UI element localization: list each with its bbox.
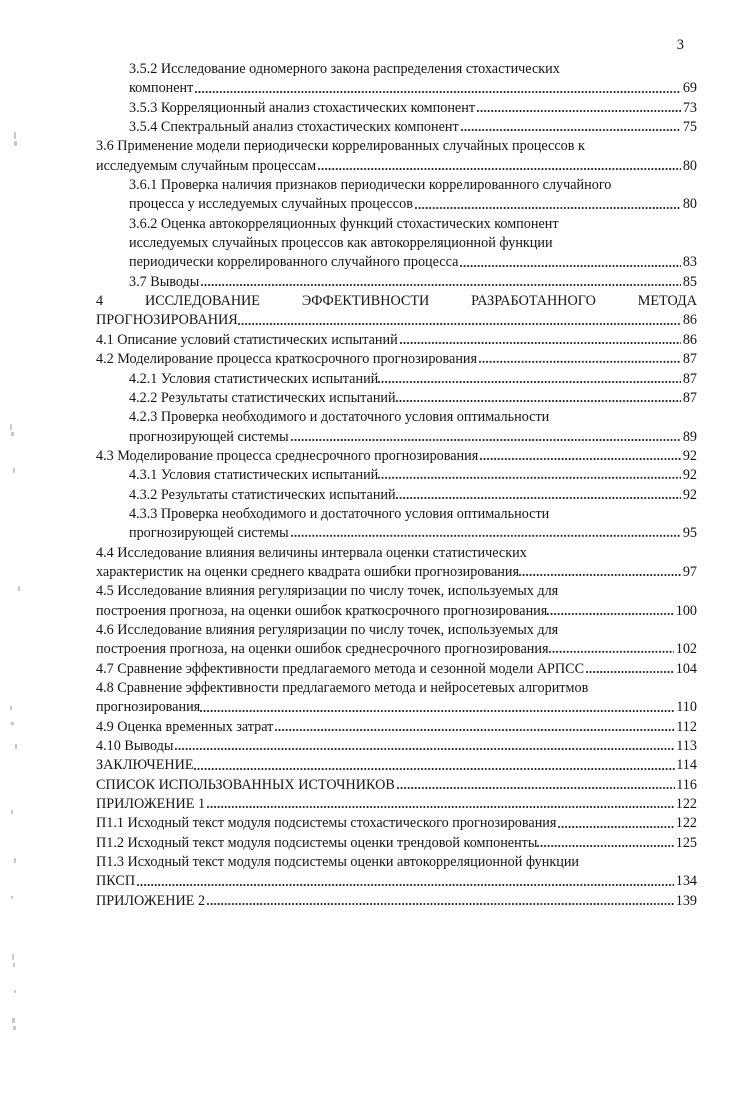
toc-page-number: 75 bbox=[682, 119, 697, 136]
toc-entry-title: ПКСП bbox=[96, 873, 136, 890]
dot-leader bbox=[519, 568, 681, 582]
toc-page-number: 92 bbox=[682, 447, 697, 464]
scan-speck bbox=[13, 963, 15, 967]
toc-entry[interactable] bbox=[96, 118, 697, 137]
toc-page-number: 134 bbox=[675, 873, 697, 890]
dot-leader bbox=[291, 433, 682, 447]
toc-entry-line: 4.2.3 Проверка необходимого и достаточного условия оптимальности bbox=[129, 409, 550, 426]
toc-page-number: 97 bbox=[682, 563, 697, 580]
toc-entry-title: ПРИЛОЖЕНИЕ 1 bbox=[96, 796, 206, 813]
dot-leader bbox=[477, 104, 681, 118]
toc-page-number: 69 bbox=[682, 80, 697, 97]
toc-entry-title: 4.2 Моделирование процесса краткосрочного прогнозирования bbox=[96, 351, 478, 368]
dot-leader bbox=[480, 452, 681, 466]
dot-leader bbox=[291, 529, 682, 543]
toc-page-number: 80 bbox=[682, 157, 697, 174]
page-folio: 3 bbox=[676, 37, 684, 53]
scan-speck bbox=[11, 896, 13, 899]
toc-page-number: 110 bbox=[676, 699, 697, 716]
chapter-heading-word: ИССЛЕДОВАНИЕ bbox=[144, 293, 260, 310]
toc-page-number: 114 bbox=[676, 757, 697, 774]
toc-page-number: 73 bbox=[682, 99, 697, 116]
toc-entry-line: 3.5.2 Исследование одномерного закона распределения стохастических bbox=[129, 61, 560, 77]
scan-speck bbox=[10, 424, 12, 430]
toc-entry-line: 3.6 Применение модели периодически коррелированных случайных процессов к bbox=[96, 138, 585, 155]
toc-page-number: 139 bbox=[675, 892, 697, 909]
dot-leader bbox=[195, 85, 681, 99]
toc-entry-title: 4.3.1 Условия статистических испытаний bbox=[129, 467, 379, 484]
dot-leader bbox=[558, 820, 674, 834]
scan-speck bbox=[13, 468, 15, 473]
dot-leader bbox=[549, 645, 675, 659]
toc-entry-title: исследуемым случайным процессам bbox=[96, 157, 317, 174]
toc-entry[interactable] bbox=[96, 718, 697, 737]
toc-page-number: 87 bbox=[682, 389, 697, 406]
toc-entry-title: 3.5.4 Спектральный анализ стохастических компонент bbox=[129, 119, 459, 136]
toc-entry-title: СПИСОК ИСПОЛЬЗОВАННЫХ ИСТОЧНИКОВ bbox=[96, 776, 395, 793]
dot-leader bbox=[537, 839, 674, 853]
scan-speck bbox=[10, 706, 12, 710]
toc-page-number: 112 bbox=[676, 718, 697, 735]
toc-entry[interactable] bbox=[96, 157, 697, 176]
toc-page-number: 95 bbox=[682, 525, 697, 542]
toc-page-number: 83 bbox=[682, 254, 697, 271]
scan-speck bbox=[14, 990, 16, 993]
toc-entry-line: 4.8 Сравнение эффективности предлагаемого метода и нейросетевых алгоритмов bbox=[96, 680, 589, 696]
toc-chapter-heading[interactable] bbox=[96, 292, 697, 331]
toc-entry[interactable] bbox=[96, 756, 697, 775]
toc-entry-title: П1.2 Исходный текст модуля подсистемы оценки трендовой компоненты bbox=[96, 834, 538, 851]
dot-leader bbox=[238, 317, 682, 331]
toc-entry-title: 4.2.2 Результаты статистических испытаний bbox=[129, 389, 396, 406]
dot-leader bbox=[207, 897, 674, 911]
toc-entry[interactable] bbox=[96, 389, 697, 408]
dot-leader bbox=[175, 742, 674, 756]
toc-page-number: 85 bbox=[682, 273, 697, 290]
toc-entry-title: характеристик на оценки среднего квадрата ошибки прогнозирования bbox=[96, 563, 519, 580]
chapter-heading-continuation[interactable] bbox=[96, 311, 697, 330]
toc-entry-title: построения прогноза, на оценки ошибок среднесрочного прогнозирования bbox=[96, 641, 549, 658]
toc-entry-line: 4.6 Исследование влияния регуляризации по числу точек, используемых для bbox=[96, 621, 559, 638]
toc-entry[interactable] bbox=[96, 195, 697, 214]
toc-entry-title: 4.2.1 Условия статистических испытаний bbox=[129, 370, 379, 387]
toc-page-number: 92 bbox=[682, 467, 697, 484]
scan-speck bbox=[12, 954, 14, 960]
toc-entry-title: 4.9 Оценка временных затрат bbox=[96, 718, 274, 735]
toc-entry[interactable] bbox=[96, 428, 697, 447]
toc-entry[interactable] bbox=[96, 524, 697, 543]
toc-page-number: 122 bbox=[675, 815, 697, 832]
scan-speck bbox=[18, 586, 20, 591]
scan-speck bbox=[11, 810, 13, 814]
chapter-number: 4 bbox=[96, 293, 104, 310]
dot-leader bbox=[378, 375, 681, 389]
toc-page-number: 87 bbox=[682, 351, 697, 368]
dot-leader bbox=[586, 665, 674, 679]
toc-entry[interactable] bbox=[96, 563, 697, 582]
dot-leader bbox=[275, 723, 674, 737]
toc-page-number: 116 bbox=[676, 776, 697, 793]
toc-entry-title: периодически коррелированного случайного процесса bbox=[129, 254, 459, 271]
toc-entry-title: компонент bbox=[129, 80, 194, 97]
toc-entry-title: ЗАКЛЮЧЕНИЕ bbox=[96, 757, 194, 774]
toc-entry[interactable] bbox=[96, 466, 697, 485]
toc-entry[interactable] bbox=[96, 447, 697, 466]
chapter-heading-continuation-text: ПРОГНОЗИРОВАНИЯ bbox=[96, 312, 238, 329]
toc-entry-line: 4.4 Исследование влияния величины интервала оценки статистических bbox=[96, 544, 527, 561]
toc-entry-title: ПРИЛОЖЕНИЕ 2 bbox=[96, 892, 206, 909]
toc-entry-title: прогнозирующей системы bbox=[129, 428, 289, 445]
toc-entry[interactable] bbox=[96, 79, 697, 98]
dot-leader bbox=[460, 259, 681, 273]
toc-entry[interactable] bbox=[96, 99, 697, 118]
toc-entry-title: прогнозирующей системы bbox=[129, 525, 289, 542]
toc-entry-title: 4.3 Моделирование процесса среднесрочного прогнозирования bbox=[96, 447, 479, 464]
toc-entry[interactable] bbox=[96, 776, 697, 795]
chapter-heading-justified-line bbox=[96, 292, 697, 311]
scan-speck bbox=[15, 744, 17, 749]
dot-leader bbox=[396, 491, 682, 505]
toc-entry-line: 4.3.3 Проверка необходимого и достаточного условия оптимальности bbox=[129, 505, 550, 522]
toc-entry-line: исследуемых случайных процессов как автокорреляционной функции bbox=[129, 235, 553, 252]
toc-entry[interactable] bbox=[96, 370, 697, 389]
dot-leader bbox=[137, 878, 674, 892]
toc-entry[interactable] bbox=[96, 640, 697, 659]
toc-entry[interactable] bbox=[96, 273, 697, 292]
toc-entry-title: процесса у исследуемых случайных процессов bbox=[129, 196, 413, 213]
toc-page-number: 104 bbox=[675, 660, 697, 677]
dot-leader bbox=[479, 355, 681, 369]
toc-entry-line: П1.3 Исходный текст модуля подсистемы оценки автокорреляционной функции bbox=[96, 854, 580, 871]
toc-entry-title: 4.1 Описание условий статистических испытаний bbox=[96, 331, 398, 348]
toc-entry[interactable] bbox=[96, 795, 697, 814]
table-of-contents bbox=[96, 60, 697, 911]
dot-leader bbox=[207, 800, 674, 814]
scan-speck bbox=[12, 1018, 15, 1023]
toc-page-number: 122 bbox=[675, 796, 697, 813]
dot-leader bbox=[397, 781, 675, 795]
toc-entry-title: П1.1 Исходный текст модуля подсистемы стохастического прогнозирования bbox=[96, 815, 557, 832]
toc-entry[interactable] bbox=[96, 602, 697, 621]
toc-page-number: 86 bbox=[682, 331, 697, 348]
toc-entry-line: 3.6.1 Проверка наличия признаков периодически коррелированного случайного bbox=[129, 177, 612, 194]
toc-page-number: 92 bbox=[682, 486, 697, 503]
chapter-heading-word: МЕТОДА bbox=[637, 293, 697, 310]
toc-entry[interactable] bbox=[96, 486, 697, 505]
dot-leader bbox=[461, 123, 682, 137]
scan-speck bbox=[14, 141, 17, 146]
toc-entry-line: 3.6.2 Оценка автокорреляционных функций стохастических компонент bbox=[129, 215, 559, 232]
toc-page-number: 80 bbox=[682, 196, 697, 213]
dot-leader bbox=[378, 471, 681, 485]
toc-page-number: 102 bbox=[675, 641, 697, 658]
scan-speck bbox=[11, 722, 14, 725]
toc-entry[interactable] bbox=[96, 892, 697, 911]
toc-page-number: 89 bbox=[682, 428, 697, 445]
toc-entry-title: 4.10 Выводы bbox=[96, 738, 174, 755]
toc-entry-title: 4.7 Сравнение эффективности предлагаемого метода и сезонной модели АРПСС bbox=[96, 660, 585, 677]
toc-entry-title: прогнозирования bbox=[96, 699, 201, 716]
dot-leader bbox=[396, 394, 682, 408]
toc-page-number: 100 bbox=[675, 602, 697, 619]
dot-leader bbox=[400, 336, 682, 350]
toc-page-number: 125 bbox=[675, 834, 697, 851]
dot-leader bbox=[194, 762, 675, 776]
dot-leader bbox=[201, 278, 681, 292]
toc-entry[interactable] bbox=[96, 872, 697, 891]
toc-entry[interactable] bbox=[96, 331, 697, 350]
dot-leader bbox=[415, 201, 681, 215]
scan-speck bbox=[11, 432, 14, 436]
toc-entry-title: построения прогноза, на оценки ошибок краткосрочного прогнозирования bbox=[96, 602, 548, 619]
dot-leader bbox=[200, 704, 675, 718]
toc-entry-title: 3.7 Выводы bbox=[129, 273, 200, 290]
scan-speck bbox=[14, 858, 16, 863]
dot-leader bbox=[318, 162, 681, 176]
toc-entry[interactable] bbox=[96, 253, 697, 272]
toc-page-number: 86 bbox=[682, 312, 697, 329]
toc-entry[interactable] bbox=[96, 834, 697, 853]
toc-entry[interactable] bbox=[96, 350, 697, 369]
toc-entry-title: 4.3.2 Результаты статистических испытаний bbox=[129, 486, 396, 503]
scan-speck bbox=[14, 132, 16, 139]
toc-entry[interactable] bbox=[96, 698, 697, 717]
dot-leader bbox=[547, 607, 674, 621]
toc-entry[interactable] bbox=[96, 814, 697, 833]
chapter-heading-word: РАЗРАБОТАННОГО bbox=[471, 293, 596, 310]
chapter-heading-word: ЭФФЕКТИВНОСТИ bbox=[301, 293, 430, 310]
toc-entry-line: 4.5 Исследование влияния регуляризации по числу точек, используемых для bbox=[96, 583, 559, 600]
toc-page-number: 113 bbox=[676, 738, 697, 755]
scan-speck bbox=[13, 1026, 16, 1030]
toc-page-number: 87 bbox=[682, 370, 697, 387]
toc-entry[interactable] bbox=[96, 660, 697, 679]
toc-entry[interactable] bbox=[96, 737, 697, 756]
toc-entry-title: 3.5.3 Корреляционный анализ стохастических компонент bbox=[129, 99, 476, 116]
